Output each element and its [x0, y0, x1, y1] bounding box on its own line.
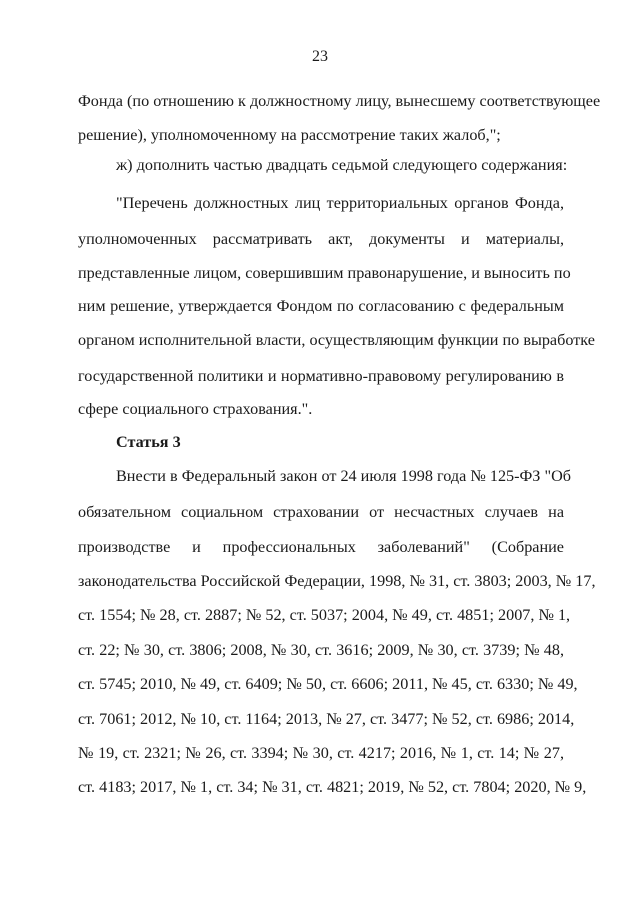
- text-line: производстве и профессиональных заболеваний" (Собрание: [78, 538, 564, 556]
- text-line: ст. 4183; 2017, № 1, ст. 34; № 31, ст. 4821; 2019, № 52, ст. 7804; 2020, № 9,: [78, 778, 587, 796]
- text-line: обязательном социальном страховании от несчастных случаев на: [78, 503, 564, 521]
- text-line: сфере социального страхования.".: [78, 400, 313, 418]
- text-line: законодательства Российской Федерации, 1998, № 31, ст. 3803; 2003, № 17,: [78, 572, 596, 590]
- text-line: ст. 22; № 30, ст. 3806; 2008, № 30, ст. 3616; 2009, № 30, ст. 3739; № 48,: [78, 641, 564, 659]
- article-heading: Статья 3: [116, 433, 181, 451]
- text-line: представленные лицом, совершившим правонарушение, и выносить по: [78, 264, 571, 282]
- text-line: уполномоченных рассматривать акт, документы и материалы,: [78, 230, 564, 248]
- text-line: ж) дополнить частью двадцать седьмой следующего содержания:: [116, 156, 568, 174]
- text-line: ст. 5745; 2010, № 49, ст. 6409; № 50, ст. 6606; 2011, № 45, ст. 6330; № 49,: [78, 675, 578, 693]
- text-line: государственной политики и нормативно-правовому регулированию в: [78, 367, 564, 385]
- text-line: Внести в Федеральный закон от 24 июля 1998 года № 125-ФЗ "Об: [116, 467, 571, 485]
- text-line: ним решение, утверждается Фондом по согласованию с федеральным: [78, 297, 564, 315]
- text-line: № 19, ст. 2321; № 26, ст. 3394; № 30, ст. 4217; 2016, № 1, ст. 14; № 27,: [78, 744, 564, 762]
- text-line: ст. 1554; № 28, ст. 2887; № 52, ст. 5037; 2004, № 49, ст. 4851; 2007, № 1,: [78, 606, 571, 624]
- text-line: решение), уполномоченному на рассмотрение таких жалоб,";: [78, 126, 501, 144]
- page-number: 23: [312, 48, 328, 65]
- text-line: ст. 7061; 2012, № 10, ст. 1164; 2013, № 27, ст. 3477; № 52, ст. 6986; 2014,: [78, 710, 575, 728]
- text-line: Фонда (по отношению к должностному лицу, вынесшему соответствующее: [78, 92, 601, 110]
- text-line: "Перечень должностных лиц территориальных органов Фонда,: [116, 194, 564, 212]
- text-line: органом исполнительной власти, осуществляющим функции по выработке: [78, 331, 595, 349]
